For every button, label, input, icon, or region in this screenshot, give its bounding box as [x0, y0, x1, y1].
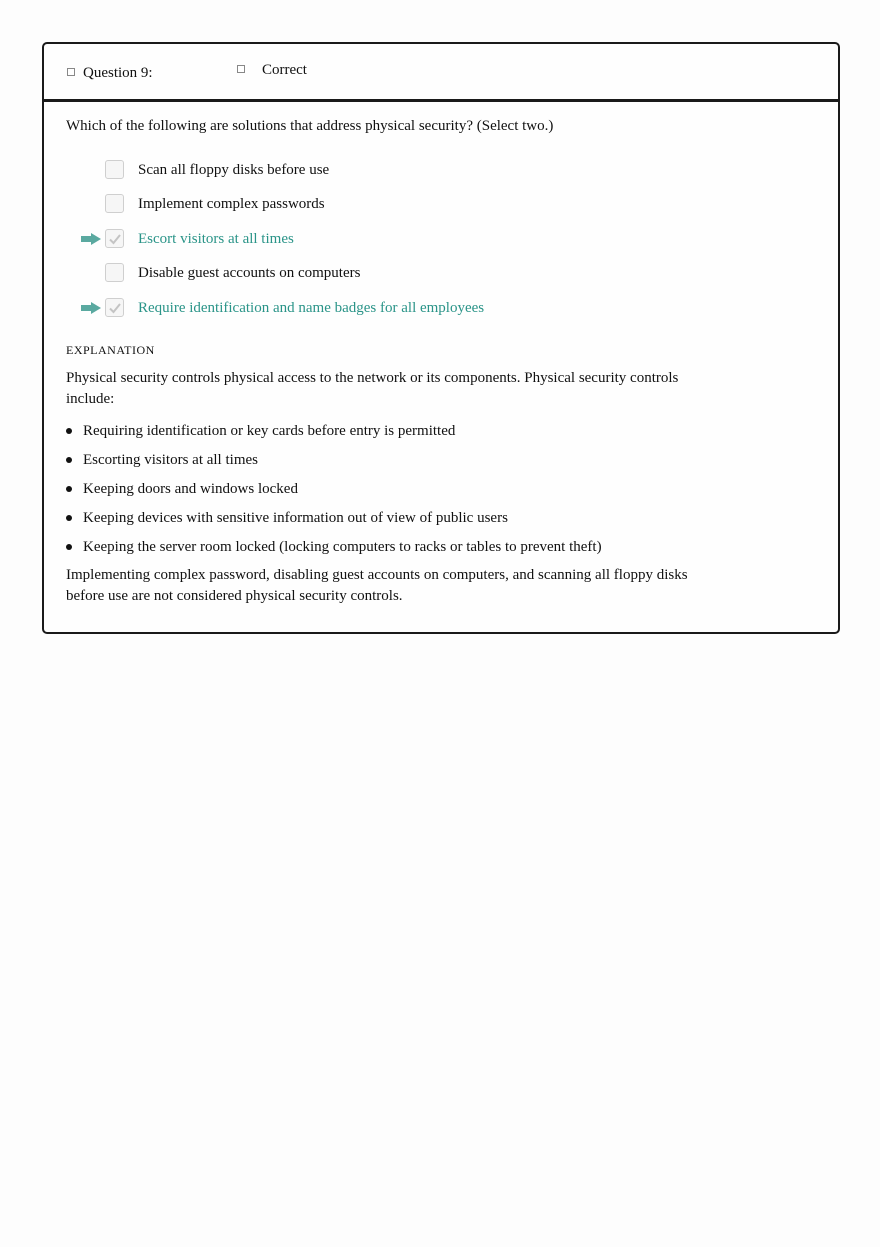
status-label: Correct [262, 62, 307, 78]
answer-option[interactable] [44, 261, 838, 285]
list-item-text: Keeping doors and windows locked [83, 481, 298, 497]
list-item [66, 479, 806, 499]
answer-checkbox[interactable] [105, 298, 124, 317]
list-item-text: Escorting visitors at all times [83, 452, 258, 468]
answer-option[interactable] [44, 158, 838, 182]
answer-checkbox[interactable] [105, 263, 124, 282]
question-card [42, 42, 840, 634]
explanation-intro: Physical security controls physical access to the network or its components. Physical security controls include: [66, 370, 679, 407]
answer-label: Implement complex passwords [138, 196, 325, 212]
list-item-text: Keeping the server room locked (locking computers to racks or tables to prevent theft) [83, 539, 602, 555]
status-square-icon [237, 65, 245, 73]
explanation-heading: EXPLANATION [66, 343, 155, 357]
answer-option[interactable] [44, 296, 838, 320]
explanation-conclusion: Implementing complex password, disabling guest accounts on computers, and scanning all floppy disks before use are not considered physical security controls. [66, 567, 688, 604]
question-prompt: Which of the following are solutions that address physical security? (Select two.) [66, 118, 554, 134]
answer-checkbox[interactable] [105, 229, 124, 248]
correct-arrow-icon [81, 233, 101, 245]
answer-checkbox[interactable] [105, 194, 124, 213]
list-item-text: Keeping devices with sensitive information out of view of public users [83, 510, 508, 526]
answer-checkbox[interactable] [105, 160, 124, 179]
bullet-icon [66, 515, 72, 521]
list-item [66, 450, 806, 470]
bullet-icon [66, 544, 72, 550]
list-item [66, 508, 806, 528]
check-icon [108, 301, 122, 315]
question-square-icon [67, 68, 75, 76]
list-item-text: Requiring identification or key cards before entry is permitted [83, 423, 456, 439]
bullet-icon [66, 486, 72, 492]
answer-label: Escort visitors at all times [138, 231, 294, 247]
answer-label: Scan all floppy disks before use [138, 162, 330, 178]
check-icon [108, 232, 122, 246]
answer-label: Disable guest accounts on computers [138, 265, 361, 281]
correct-arrow-icon [81, 302, 101, 314]
question-header [44, 44, 838, 102]
answer-label: Require identification and name badges for all employees [138, 300, 485, 316]
bullet-icon [66, 428, 72, 434]
list-item [66, 421, 806, 441]
question-number: Question 9: [83, 65, 153, 81]
answer-option[interactable] [44, 192, 838, 216]
bullet-icon [66, 457, 72, 463]
answer-option[interactable] [44, 227, 838, 251]
list-item [66, 537, 806, 557]
